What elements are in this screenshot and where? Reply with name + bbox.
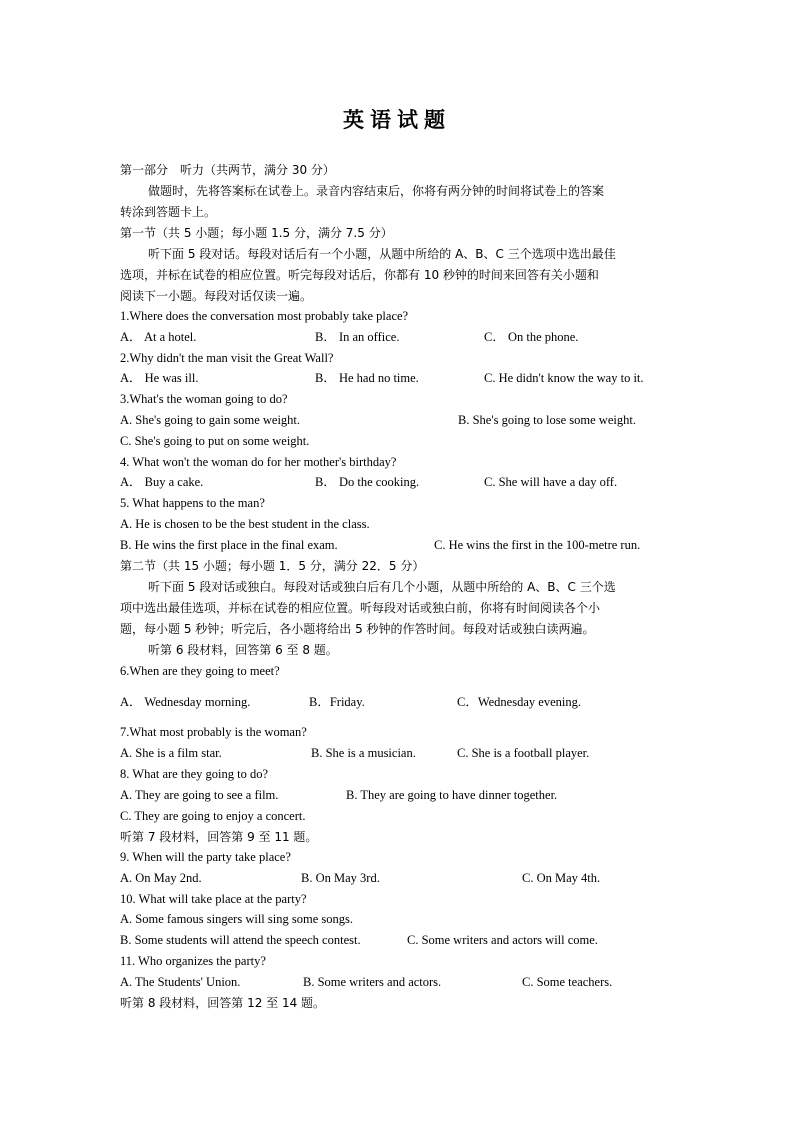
page-title: 英语试题 [343, 108, 451, 132]
material-note: 听第 6 段材料，回答第 6 至 8 题。 [148, 643, 338, 657]
part1-intro: 转涂到答题卡上。 [120, 205, 217, 219]
option-a: A． He was ill. [120, 371, 199, 385]
section2-intro: 题，每小题 5 秒钟；听完后，各小题将给出 5 秒钟的作答时间。每段对话或独白读两遍。 [120, 622, 595, 636]
option-b: B. On May 3rd. [301, 871, 380, 885]
question-text: 1.Where does the conversation most probably take place? [120, 309, 409, 323]
question-text: 4. What won't the woman do for her mother's birthday? [120, 455, 397, 469]
part1-intro: 做题时，先将答案标在试卷上。录音内容结束后，你将有两分钟的时间将试卷上的答案 [148, 184, 605, 198]
option-a: A. He is chosen to be the best student in the class. [120, 517, 370, 531]
question-text: 5. What happens to the man? [120, 496, 265, 510]
option-c: C. They are going to enjoy a concert. [120, 809, 306, 823]
option-c: C. She will have a day off. [484, 475, 618, 489]
section1-intro: 听下面 5 段对话。每段对话后有一个小题，从题中所给的 A、B、C 三个选项中选出最佳 [148, 247, 616, 261]
option-c: C. She is a football player. [457, 746, 590, 760]
option-b: B． He had no time. [315, 371, 419, 385]
option-b: B. They are going to have dinner together. [346, 788, 558, 802]
option-a: A. She is a film star. [120, 746, 222, 760]
option-a: A． Buy a cake. [120, 475, 204, 489]
option-a: A. The Students' Union. [120, 975, 241, 989]
option-a: A. On May 2nd. [120, 871, 202, 885]
option-a: A. They are going to see a film. [120, 788, 279, 802]
option-b: B． Do the cooking. [315, 475, 420, 489]
section2-heading: 第二节（共 15 小题；每小题 1．5 分，满分 22．5 分） [120, 559, 425, 573]
option-a: A． At a hotel. [120, 330, 197, 344]
option-a: A． Wednesday morning. [120, 695, 251, 709]
question-text: 3.What's the woman going to do? [120, 392, 288, 406]
option-c: C. He wins the first in the 100-metre run. [434, 538, 641, 552]
question-text: 7.What most probably is the woman? [120, 725, 307, 739]
section1-heading: 第一节（共 5 小题；每小题 1.5 分，满分 7.5 分） [120, 226, 393, 240]
section2-intro: 项中选出最佳选项，并标在试卷的相应位置。听每段对话或独白前，你将有时间阅读各个小 [120, 601, 601, 615]
option-c: C. She's going to put on some weight. [120, 434, 310, 448]
question-text: 11. Who organizes the party? [120, 954, 266, 968]
option-c: C. He didn't know the way to it. [484, 371, 644, 385]
question-text: 6.When are they going to meet? [120, 664, 280, 678]
option-a: A. She's going to gain some weight. [120, 413, 301, 427]
section2-intro: 听下面 5 段对话或独白。每段对话或独白后有几个小题，从题中所给的 A、B、C 三个选 [148, 580, 616, 594]
part1-heading: 第一部分 听力（共两节，满分 30 分） [120, 163, 335, 177]
option-c: C． On the phone. [484, 330, 579, 344]
option-c: C. Some teachers. [522, 975, 613, 989]
option-b: B. She's going to lose some weight. [458, 413, 636, 427]
section1-intro: 阅读下一小题。每段对话仅读一遍。 [120, 289, 313, 303]
question-text: 2.Why didn't the man visit the Great Wall? [120, 351, 334, 365]
option-c: C. On May 4th. [522, 871, 601, 885]
option-a: A. Some famous singers will sing some songs. [120, 912, 353, 926]
option-b: B. Some writers and actors. [303, 975, 442, 989]
option-b: B．Friday. [309, 695, 365, 709]
option-b: B. Some students will attend the speech contest. [120, 933, 361, 947]
question-text: 8. What are they going to do? [120, 767, 268, 781]
option-c: C. Some writers and actors will come. [407, 933, 598, 947]
material-note: 听第 7 段材料，回答第 9 至 11 题。 [120, 830, 318, 844]
option-b: B. He wins the first place in the final exam. [120, 538, 338, 552]
option-c: C．Wednesday evening. [457, 695, 581, 709]
question-text: 9. When will the party take place? [120, 850, 291, 864]
section1-intro: 选项，并标在试卷的相应位置。听完每段对话后，你都有 10 秒钟的时间来回答有关小题和 [120, 268, 599, 282]
option-b: B． In an office. [315, 330, 400, 344]
question-text: 10. What will take place at the party? [120, 892, 307, 906]
material-note: 听第 8 段材料，回答第 12 至 14 题。 [120, 996, 326, 1010]
option-b: B. She is a musician. [311, 746, 416, 760]
